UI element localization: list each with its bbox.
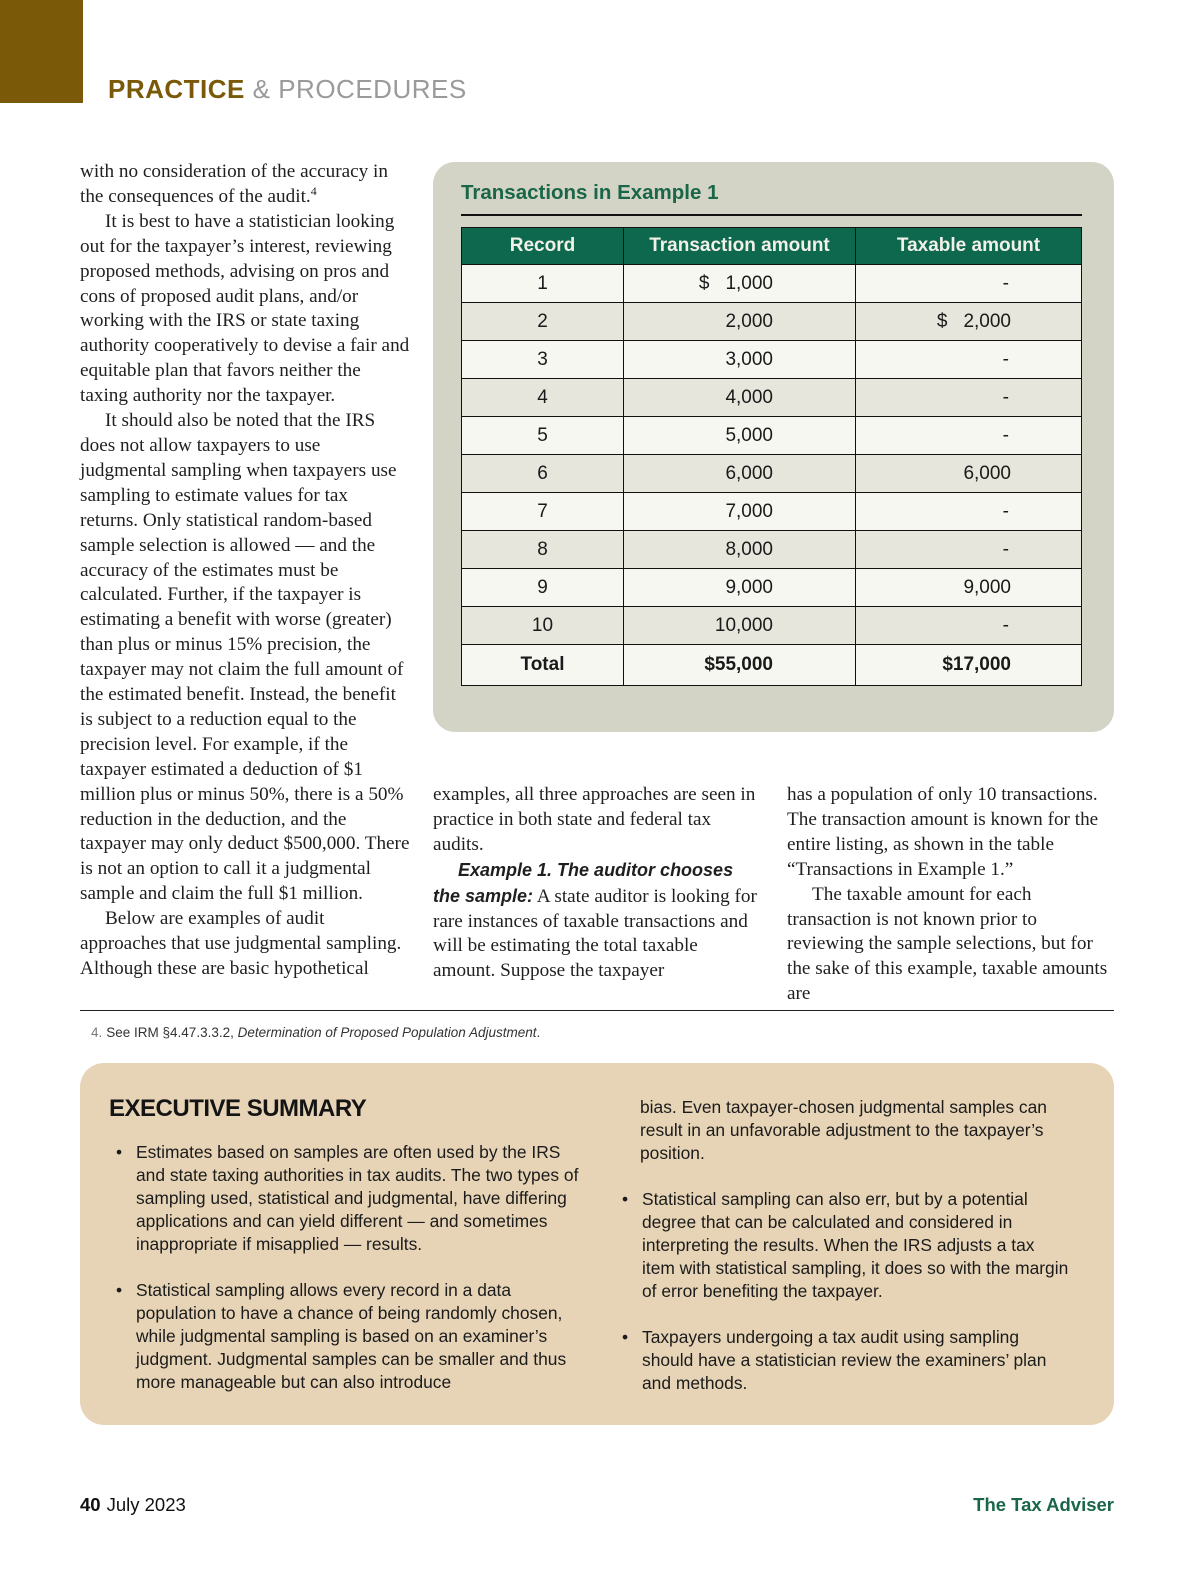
paragraph: with no consideration of the accuracy in the consequences of the audit.$^4$	[80, 161, 388, 207]
summary-column-right	[620, 1096, 1070, 1418]
page-footer-left	[80, 1494, 186, 1516]
summary-bullet-item: • Statistical sampling allows every record in a data population to have a chance of being randomly chosen, while judgmental sampling is based on an examiner’s judgment. Judgmental samples can be smaller and thus more manageable but can also introduce	[116, 1280, 567, 1392]
record-cell: 3	[462, 341, 624, 379]
taxable-amount-cell: 6,000	[856, 455, 1082, 493]
table-row	[462, 607, 1082, 645]
taxable-amount-cell: -	[856, 265, 1082, 303]
summary-bullet-item: • Statistical sampling can also err, but by a potential degree that can be calculated and considered in interpreting the results. When the IRS adjusts a tax item with statistical sampling, it does so with the margin of error benefiting the taxpayer.	[622, 1189, 1069, 1301]
paragraph: has a population of only 10 transactions. The transaction amount is known for the entire listing, as shown in the table “Transactions in Example 1.”	[787, 784, 1099, 880]
section-name-light: & PROCEDURES	[252, 74, 467, 104]
body-column-left	[80, 160, 410, 982]
record-cell: 9	[462, 569, 624, 607]
bullet-icon: •	[622, 1189, 629, 1209]
total-transaction-amount-cell: $55,000	[624, 645, 856, 686]
body-column-right	[787, 783, 1117, 1007]
section-color-block	[0, 0, 83, 103]
taxable-amount-cell: $ 2,000	[856, 303, 1082, 341]
transactions-table-panel	[433, 162, 1114, 732]
table-total-row	[462, 645, 1082, 686]
transaction-amount-cell: 10,000	[624, 607, 856, 645]
bullet-icon: •	[116, 1280, 123, 1300]
transaction-amount-cell: 9,000	[624, 569, 856, 607]
table-row	[462, 531, 1082, 569]
body-column-middle	[433, 783, 763, 984]
footnote-number: 4.	[91, 1025, 103, 1040]
column-header-transaction-amount: Transaction amount	[624, 228, 856, 265]
publication-name: The Tax Adviser	[973, 1494, 1114, 1515]
taxable-amount-cell: -	[856, 379, 1082, 417]
paragraph: The taxable amount for each transaction is not known prior to reviewing the sample selections, but for the sake of this example, taxable amounts are	[787, 883, 1108, 1005]
table-row	[462, 417, 1082, 455]
transaction-amount-cell: 2,000	[624, 303, 856, 341]
table-title: Transactions in Example 1	[461, 181, 719, 204]
summary-bullet-item: • Estimates based on samples are often used by the IRS and state taxing authorities in tax audits. The two types of sampling used, statistical and judgmental, have differing applications and can yield different — and sometimes inappropriate if misapplied — results.	[116, 1142, 579, 1254]
taxable-amount-cell: -	[856, 607, 1082, 645]
title-divider	[461, 214, 1082, 216]
page-number: 40	[80, 1494, 101, 1515]
table-row	[462, 303, 1082, 341]
footnote-citation-title: Determination of Proposed Population Adjustment	[237, 1025, 537, 1040]
summary-bullet-continuation: bias. Even taxpayer-chosen judgmental samples can result in an unfavorable adjustment to the taxpayer’s position.	[640, 1097, 1047, 1163]
record-cell: 1	[462, 265, 624, 303]
record-cell: 2	[462, 303, 624, 341]
transaction-amount-cell: 4,000	[624, 379, 856, 417]
transactions-table	[461, 227, 1082, 686]
record-cell: 4	[462, 379, 624, 417]
table-row	[462, 341, 1082, 379]
transaction-amount-cell: $ 1,000	[624, 265, 856, 303]
paragraph: Below are examples of audit approaches that use judgmental sampling. Although these are basic hypothetical	[80, 908, 402, 979]
taxable-amount-cell: -	[856, 531, 1082, 569]
paragraph: Example 1. The auditor chooses the sample: A state auditor is looking for rare instances of taxable transactions and will be estimating the total taxable amount. Suppose the taxpayer	[433, 859, 757, 982]
section-header	[108, 74, 467, 105]
taxable-amount-cell: -	[856, 417, 1082, 455]
column-header-taxable-amount: Taxable amount	[856, 228, 1082, 265]
section-name-strong: PRACTICE	[108, 74, 245, 104]
table-row	[462, 379, 1082, 417]
issue-date: July 2023	[106, 1494, 186, 1515]
transaction-amount-cell: 6,000	[624, 455, 856, 493]
executive-summary-box	[80, 1063, 1114, 1425]
paragraph: It is best to have a statistician looking out for the taxpayer’s interest, reviewing proposed methods, advising on pros and cons of proposed audit plans, and/or working with the IRS or state taxing authority cooperatively to devise a fair and equitable plan that favors neither the taxing authority nor the taxpayer.	[80, 210, 410, 407]
paragraph: It should also be noted that the IRS does not allow taxpayers to use judgmental sampling when taxpayers use sampling to estimate values for tax returns. Only statistical random-based sample selection is allowed — and the accuracy of the estimates must be calculated. Further, if the taxpayer is estimating a benefit with worse (greater) than plus or minus 15% precision, the taxpayer may not claim the full amount of the estimated benefit. Instead, the benefit is subject to a reduction equal to the precision level. For example, if the taxpayer estimated a deduction of $1 million plus or minus 50%, there is a 50% reduction in the deduction, and the taxpayer may only deduct $500,000. There is not an option to call it a judgmental sample and claim the full $1 million.	[80, 410, 410, 905]
taxable-amount-cell: -	[856, 493, 1082, 531]
transaction-amount-cell: 8,000	[624, 531, 856, 569]
footnote: 4. See IRM §4.47.3.3.2, Determination of Proposed Population Adjustment.	[91, 1025, 541, 1040]
record-cell: 10	[462, 607, 624, 645]
footnote-divider	[80, 1010, 1114, 1011]
record-cell: 8	[462, 531, 624, 569]
total-taxable-amount-cell: $17,000	[856, 645, 1082, 686]
summary-bullet-item: • Taxpayers undergoing a tax audit using sampling should have a statistician review the examiners’ plan and methods.	[622, 1327, 1047, 1393]
bullet-icon: •	[116, 1142, 123, 1162]
taxable-amount-cell: 9,000	[856, 569, 1082, 607]
transaction-amount-cell: 5,000	[624, 417, 856, 455]
summary-column-left	[114, 1141, 584, 1417]
table-row	[462, 569, 1082, 607]
bullet-icon: •	[622, 1327, 629, 1347]
transaction-amount-cell: 3,000	[624, 341, 856, 379]
table-row	[462, 455, 1082, 493]
paragraph: examples, all three approaches are seen in practice in both state and federal tax audits.	[433, 784, 756, 855]
example-lead-in: Example 1. The auditor chooses the sample:	[433, 859, 734, 906]
table-row	[462, 265, 1082, 303]
transaction-amount-cell: 7,000	[624, 493, 856, 531]
record-cell: 5	[462, 417, 624, 455]
column-header-record: Record	[462, 228, 624, 265]
table-header-row	[462, 228, 1082, 265]
record-cell: 7	[462, 493, 624, 531]
footnote-ref[interactable]: 4	[310, 183, 317, 198]
record-cell: 6	[462, 455, 624, 493]
total-label-cell: Total	[462, 645, 624, 686]
executive-summary-title: EXECUTIVE SUMMARY	[109, 1095, 367, 1122]
taxable-amount-cell: -	[856, 341, 1082, 379]
table-row	[462, 493, 1082, 531]
